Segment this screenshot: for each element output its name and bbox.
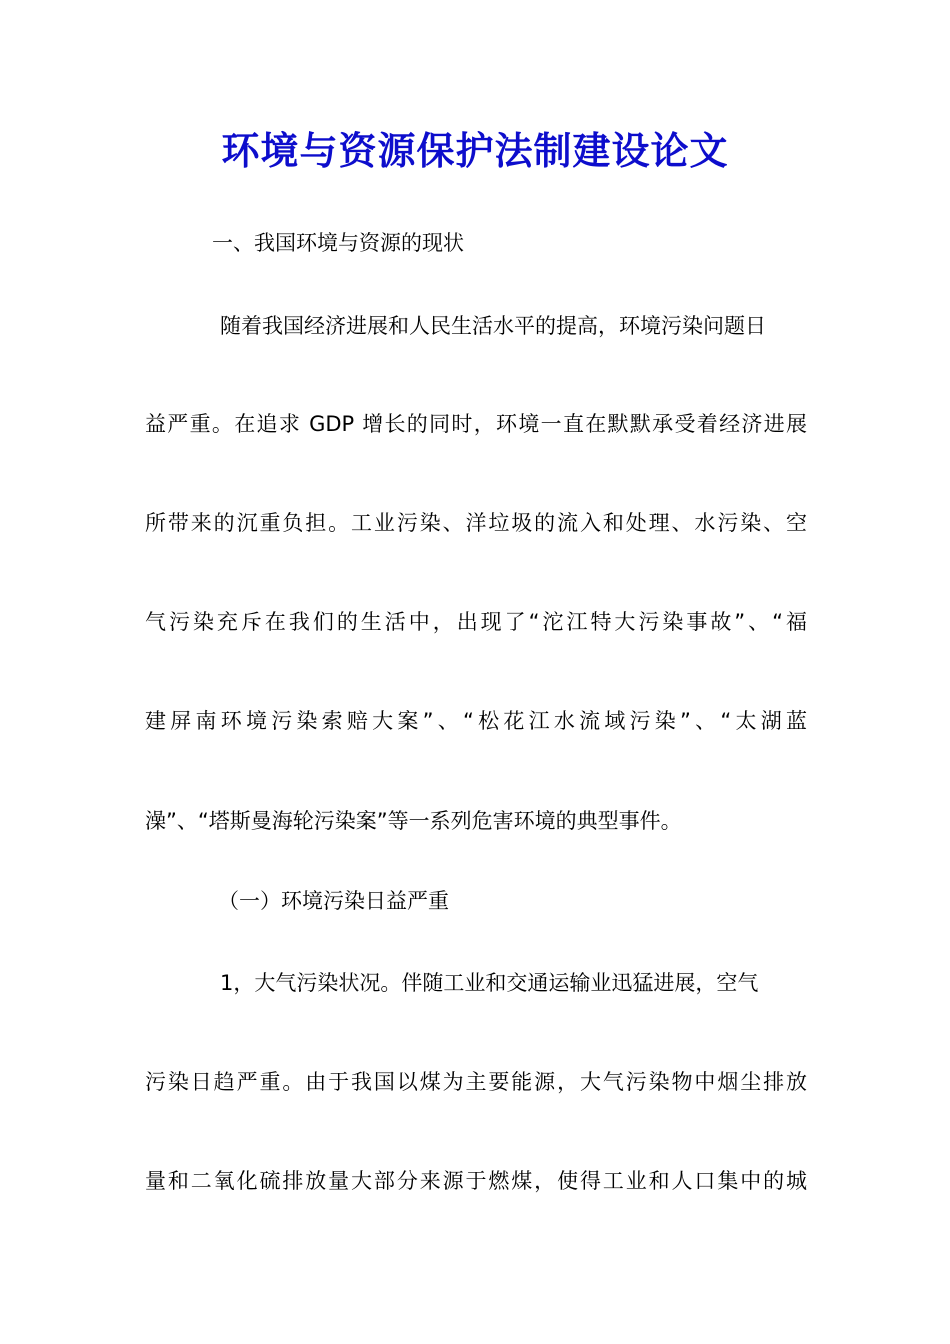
paragraph-line: 建屏南环境污染索赔大案”、“松花江水流域污染”、“太湖蓝 — [145, 709, 807, 733]
subsection-heading: （一）环境污染日益严重 — [218, 889, 449, 913]
paragraph-line: 澡”、“塔斯曼海轮污染案”等一系列危害环境的典型事件。 — [145, 809, 682, 833]
document-title: 环境与资源保护法制建设论文 — [221, 128, 729, 173]
paragraph-line: 益严重。在追求 GDP 增长的同时，环境一直在默默承受着经济进展 — [145, 412, 807, 436]
section-heading: 一、我国环境与资源的现状 — [212, 231, 464, 255]
paragraph-line: 污染日趋严重。由于我国以煤为主要能源，大气污染物中烟尘排放 — [145, 1070, 807, 1094]
paragraph-line: 1，大气污染状况。伴随工业和交通运输业迅猛进展，空气 — [220, 971, 759, 995]
paragraph-line: 随着我国经济进展和人民生活水平的提高，环境污染问题日 — [220, 314, 766, 338]
paragraph-line: 气污染充斥在我们的生活中，出现了“沱江特大污染事故”、“福 — [145, 610, 807, 634]
paragraph-line: 所带来的沉重负担。工业污染、洋垃圾的流入和处理、水污染、空 — [145, 511, 807, 535]
paragraph-line: 量和二氧化硫排放量大部分来源于燃煤，使得工业和人口集中的城 — [145, 1169, 807, 1193]
